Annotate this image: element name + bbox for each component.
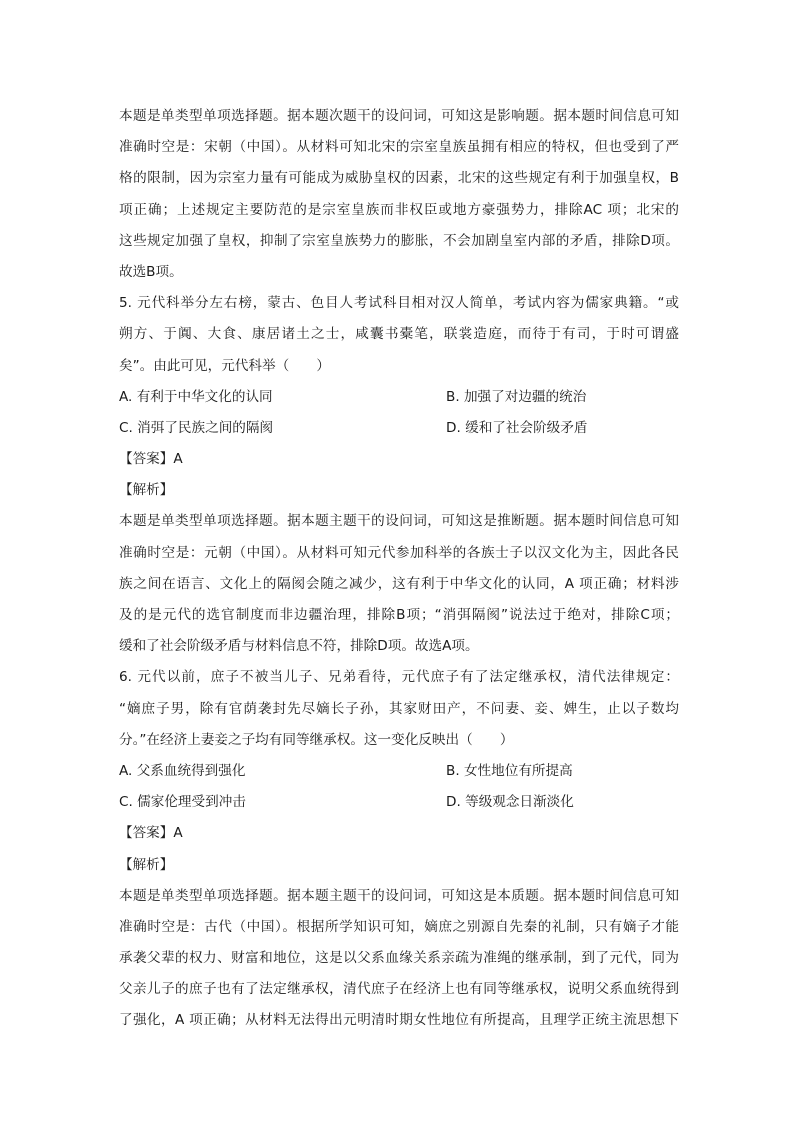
options-row [119, 787, 679, 818]
options-row [119, 413, 679, 444]
question-stem-line: 朔方、于阗、大食、康居诸土之士，咸囊书橐笔，联裳造庭，而待于有司，于时可谓盛 [119, 326, 679, 343]
analysis-heading: 【解析】 [119, 482, 174, 499]
analysis-heading: 【解析】 [119, 856, 174, 873]
analysis-line: 准确时空是：古代（中国）。根据所学知识可知，嫡庶之别源自先秦的礼制，只有嫡子才能 [119, 918, 679, 935]
answer-label: 【答案】A [119, 451, 183, 468]
document-body [119, 101, 679, 1037]
analysis-line: 缓和了社会阶级矛盾与材料信息不符，排除D项。故选A项。 [119, 638, 479, 655]
analysis-line: 本题是单类型单项选择题。据本题主题干的设问词，可知这是推断题。据本题时间信息可知 [119, 513, 679, 530]
paragraph-line: 格的限制，因为宗室力量有可能成为威胁皇权的因素，北宋的这些规定有利于加强皇权，B [119, 170, 679, 187]
option-c: C. 儒家伦理受到冲击 [119, 794, 246, 811]
analysis-line: 父亲儿子的庶子也有了法定继承权，清代庶子在经济上也有同等继承权，说明父系血统得到 [119, 981, 679, 998]
option-b: B. 女性地位有所提高 [446, 762, 573, 779]
analysis-prev-question [119, 101, 679, 288]
question-stem-line: 5. 元代科举分左右榜，蒙古、色目人考试科目相对汉人简单，考试内容为儒家典籍。“或 [119, 295, 679, 312]
question-5 [119, 288, 679, 662]
options-row [119, 382, 679, 413]
analysis-line: 族之间在语言、文化上的隔阂会随之减少，这有利于中华文化的认同，A 项正确；材料涉 [119, 575, 679, 592]
analysis-line: 及的是元代的选官制度而非边疆治理，排除B项；“消弭隔阂”说法过于绝对，排除C项； [119, 607, 679, 623]
paragraph-line: 这些规定加强了皇权，抑制了宗室皇族势力的膨胀，不会加剧皇室内部的矛盾，排除D项。 [119, 232, 679, 249]
paragraph-line: 项正确；上述规定主要防范的是宗室皇族而非权臣或地方豪强势力，排除AC 项；北宋的 [119, 201, 679, 218]
options-row [119, 756, 679, 787]
question-stem-line: “嫡庶子男，除有官荫袭封先尽嫡长子孙，其家财田产，不问妻、妾、婢生，止以子数均 [119, 700, 679, 717]
question-6 [119, 662, 679, 1036]
question-stem-line: 矣”。由此可见，元代科举（ ） [119, 357, 330, 374]
analysis-line: 准确时空是：元朝（中国）。从材料可知元代参加科举的各族士子以汉文化为主，因此各民 [119, 544, 679, 561]
option-b: B. 加强了对边疆的统治 [446, 388, 587, 405]
paragraph-line: 本题是单类型单项选择题。据本题次题干的设问词，可知这是影响题。据本题时间信息可知 [119, 108, 679, 124]
answer-label: 【答案】A [119, 825, 183, 842]
analysis-line: 了强化，A 项正确；从材料无法得出元明清时期女性地位有所提高，且理学正统主流思想下 [119, 1012, 679, 1029]
question-stem-line: 分。”在经济上妻妾之子均有同等继承权。这一变化反映出（ ） [119, 731, 514, 748]
option-c: C. 消弭了民族之间的隔阂 [119, 419, 274, 436]
analysis-line: 承袭父辈的权力、财富和地位，这是以父系血缘关系亲疏为准绳的继承制，到了元代，同为 [119, 950, 679, 967]
option-a: A. 父系血统得到强化 [119, 762, 246, 779]
option-a: A. 有利于中华文化的认同 [119, 388, 273, 405]
paragraph-line: 故选B项。 [119, 263, 183, 280]
question-stem-line: 6. 元代以前，庶子不被当儿子、兄弟看待，元代庶子有了法定继承权，清代法律规定： [119, 669, 679, 686]
option-d: D. 缓和了社会阶级矛盾 [446, 419, 588, 436]
analysis-line: 本题是单类型单项选择题。据本题主题干的设问词，可知这是本质题。据本题时间信息可知 [119, 887, 679, 904]
option-d: D. 等级观念日渐淡化 [446, 794, 574, 811]
paragraph-line: 准确时空是：宋朝（中国）。从材料可知北宋的宗室皇族虽拥有相应的特权，但也受到了严 [119, 139, 679, 156]
